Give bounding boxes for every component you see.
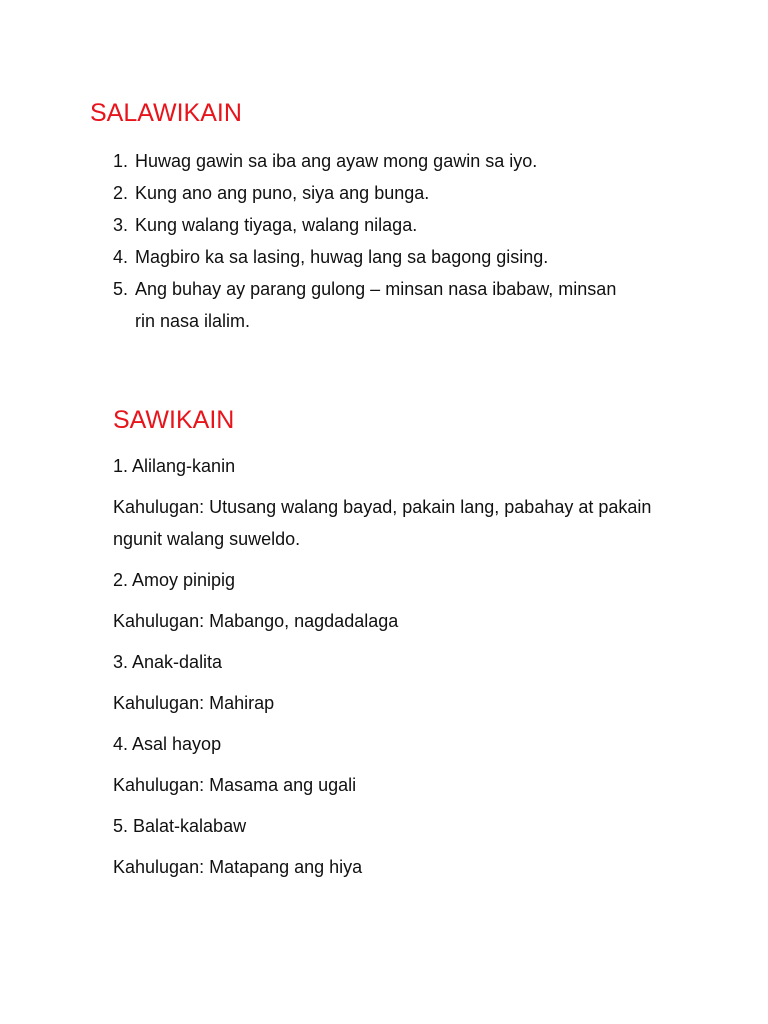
idiom-term: 1. Alilang-kanin: [113, 456, 236, 476]
idiom-term: 4. Asal hayop: [113, 734, 222, 754]
sawikain-entry: [113, 564, 693, 637]
list-item: [113, 241, 713, 273]
sawikain-heading: SAWIKAIN: [113, 406, 235, 434]
salawikain-list: [113, 145, 713, 337]
sawikain-entry: [113, 810, 693, 883]
item-number: 2.: [113, 183, 129, 203]
idiom-meaning: Kahulugan: Masama ang ugali: [113, 775, 357, 795]
list-item: [113, 177, 713, 209]
list-item: [113, 145, 713, 177]
proverb-text: Huwag gawin sa iba ang ayaw mong gawin sa iyo.: [135, 151, 538, 171]
item-number: 1.: [113, 151, 129, 171]
list-item: [113, 273, 713, 337]
idiom-meaning: Kahulugan: Mabango, nagdadalaga: [113, 611, 399, 631]
idiom-meaning: Kahulugan: Utusang walang bayad, pakain lang, pabahay at pakain ngunit walang suweldo.: [113, 497, 652, 549]
proverb-text: Kung walang tiyaga, walang nilaga.: [135, 215, 418, 235]
sawikain-entry: [113, 728, 693, 801]
proverb-text: Magbiro ka sa lasing, huwag lang sa bagong gising.: [135, 247, 549, 267]
idiom-term: 2. Amoy pinipig: [113, 570, 236, 590]
salawikain-heading: SALAWIKAIN: [90, 99, 242, 127]
proverb-text: Ang buhay ay parang gulong – minsan nasa ibabaw, minsan rin nasa ilalim.: [135, 279, 617, 331]
item-number: 3.: [113, 215, 129, 235]
list-item: [113, 209, 713, 241]
sawikain-list: [113, 450, 693, 892]
item-number: 5.: [113, 279, 129, 299]
idiom-term: 3. Anak-dalita: [113, 652, 223, 672]
idiom-meaning: Kahulugan: Matapang ang hiya: [113, 857, 363, 877]
proverb-text: Kung ano ang puno, siya ang bunga.: [135, 183, 430, 203]
sawikain-entry: [113, 646, 693, 719]
idiom-term: 5. Balat-kalabaw: [113, 816, 247, 836]
idiom-meaning: Kahulugan: Mahirap: [113, 693, 275, 713]
item-number: 4.: [113, 247, 129, 267]
sawikain-entry: [113, 450, 693, 555]
